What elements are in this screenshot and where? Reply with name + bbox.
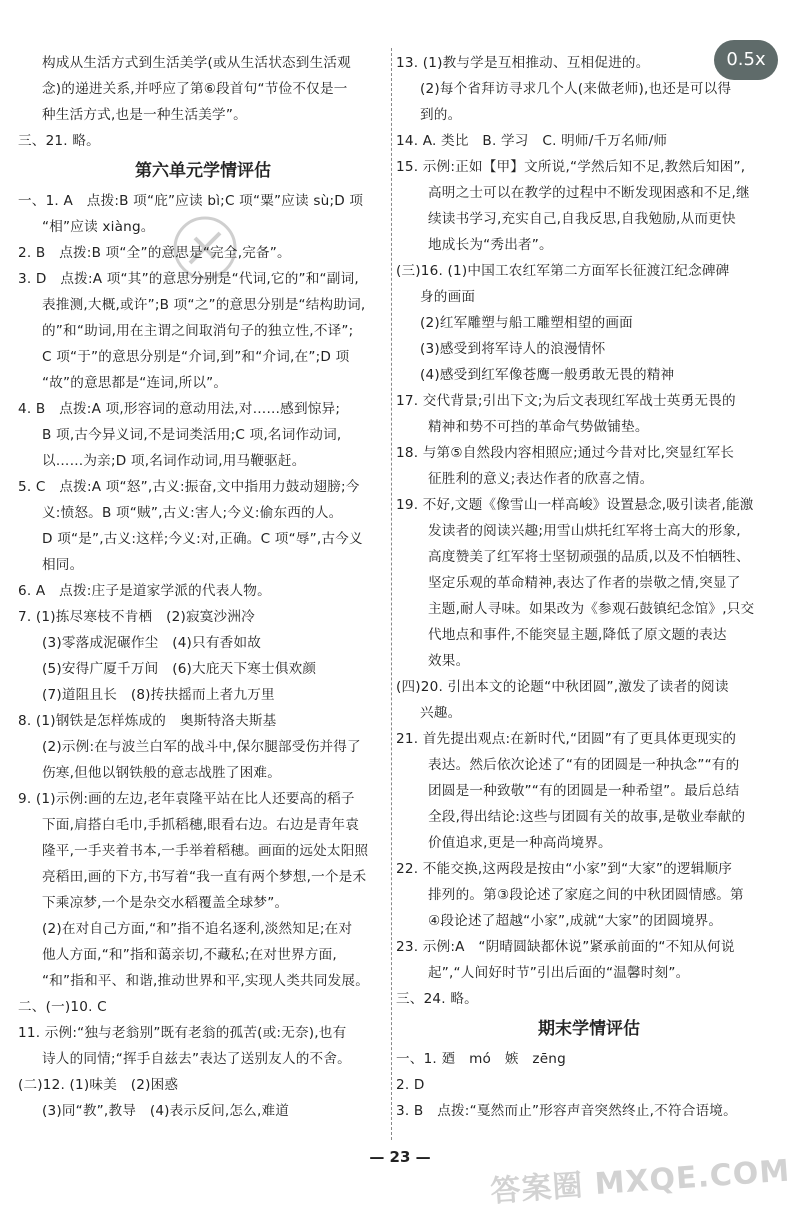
answer-line: C 项“于”的意思分别是“介词,到”和“介词,在”;D 项: [42, 349, 350, 365]
answer-line: 14. A. 类比 B. 学习 C. 明师/千万名师/师: [396, 133, 668, 149]
answer-line: 义:愤怒。B 项“贼”,古义:害人;今义:偷东西的人。: [42, 505, 343, 521]
answer-line: 21. 首先提出观点:在新时代,“团圆”有了更具体更现实的: [396, 731, 737, 747]
answer-line: 下面,肩搭白毛巾,手抓稻穗,眼看右边。右边是青年袁: [42, 817, 360, 833]
answer-line: 隆平,一手夹着书本,一手举着稻穗。画面的远处太阳照: [42, 843, 369, 859]
section-heading: 期末学情评估: [538, 1019, 640, 1039]
column-divider: [391, 48, 392, 1140]
answer-line: (四)20. 引出本文的论题“中秋团圆”,激发了读者的阅读: [396, 679, 729, 695]
answer-line: 高明之士可以在教学的过程中不断发现困惑和不足,继: [428, 185, 750, 201]
answer-line: “故”的意思都是“连词,所以”。: [42, 375, 228, 391]
answer-line: (3)感受到将军诗人的浪漫情怀: [420, 341, 606, 357]
answer-line: (2)红军雕塑与船工雕塑相望的画面: [420, 315, 633, 331]
watermark: 答案圈 MXQE.COM: [489, 1153, 792, 1210]
answer-line: D 项“是”,古义:这样;今义:对,正确。C 项“辱”,古今义: [42, 531, 363, 547]
answer-line: 到的。: [420, 107, 462, 123]
answer-line: 主题,耐人寻味。如果改为《参观石鼓镇纪念馆》,只交: [428, 601, 755, 617]
answer-line: 续读书学习,充实自己,自我反思,自我勉励,从而更快: [428, 211, 736, 227]
answer-line: 18. 与第⑤自然段内容相照应;通过今昔对比,突显红军长: [396, 445, 735, 461]
answer-line: 他人方面,“和”指和蔼亲切,不藏私;在对世界方面,: [42, 947, 337, 963]
answer-line: 8. (1)钢铁是怎样炼成的 奥斯特洛夫斯基: [18, 713, 277, 729]
answer-line: 3. D 点拨:A 项“其”的意思分别是“代词,它的”和“副词,: [18, 271, 359, 287]
answer-line: 二、(一)10. C: [18, 999, 107, 1015]
answer-line: 身的画面: [420, 289, 476, 305]
answer-line: (三)16. (1)中国工农红军第二方面军长征渡江纪念碑碑: [396, 263, 730, 279]
answer-line: 排列的。第③段论述了家庭之间的中秋团圆情感。第: [428, 887, 744, 903]
answer-line: 相同。: [42, 557, 84, 573]
right-column: [396, 50, 782, 1124]
answer-line: (2)示例:在与波兰白军的战斗中,保尔腿部受伤并得了: [42, 739, 361, 755]
answer-line: 起”,“人间好时节”引出后面的“温馨时刻”。: [428, 965, 690, 981]
answer-line: 15. 示例:正如【甲】文所说,“学然后知不足,教然后知困”,: [396, 159, 746, 175]
answer-line: (4)感受到红军像苍鹰一般勇敢无畏的精神: [420, 367, 675, 383]
answer-line: 三、21. 略。: [18, 133, 100, 149]
answer-line: 亮稻田,画的下方,书写着“我一直有两个梦想,一个是禾: [42, 869, 367, 885]
answer-line: 代地点和事件,不能突显主题,降低了原文题的表达: [428, 627, 727, 643]
answer-line: 2. B 点拨:B 项“全”的意思是“完全,完备”。: [18, 245, 291, 261]
answer-line: 效果。: [428, 653, 470, 669]
answer-line: (2)每个省拜访寻求几个人(来做老师),也还是可以得: [420, 81, 732, 97]
answer-line: 精神和势不可挡的革命气势做铺垫。: [428, 419, 649, 435]
answer-line: B 项,古今异义词,不是词类活用;C 项,名词作动词,: [42, 427, 342, 443]
answer-line: 诗人的同情;“挥手自兹去”表达了送别友人的不舍。: [42, 1051, 351, 1067]
answer-line: 19. 不好,文题《像雪山一样高峻》设置悬念,吸引读者,能激: [396, 497, 754, 513]
answer-line: 11. 示例:“独与老翁别”既有老翁的孤苦(或:无奈),也有: [18, 1025, 347, 1041]
answer-line: 表推测,大概,或许”;B 项“之”的意思分别是“结构助词,: [42, 297, 366, 313]
left-column: [18, 50, 388, 1124]
answer-line: 一、1. 廼 mó 嫉 zēng: [396, 1051, 566, 1067]
answer-line: (3)零落成泥碾作尘 (4)只有香如故: [42, 635, 262, 651]
answer-line: 伤寒,但他以钢铁般的意志战胜了困难。: [42, 765, 282, 781]
answer-line: “相”应读 xiàng。: [42, 219, 155, 235]
answer-line: (7)道阻且长 (8)抟扶摇而上者九万里: [42, 687, 275, 703]
answer-line: 7. (1)拣尽寒枝不肯栖 (2)寂寞沙洲冷: [18, 609, 255, 625]
answer-line: 4. B 点拨:A 项,形容词的意动用法,对……感到惊异;: [18, 401, 341, 417]
answer-line: 5. C 点拨:A 项“怒”,古义:振奋,文中指用力鼓动翅膀;今: [18, 479, 360, 495]
answer-line: 全段,得出结论:这些与团圆有关的故事,是敬业奉献的: [428, 809, 746, 825]
page-number: — 23 —: [369, 1148, 431, 1166]
answer-line: 17. 交代背景;引出下文;为后文表现红军战士英勇无畏的: [396, 393, 736, 409]
zoom-badge[interactable]: 0.5x: [714, 40, 778, 80]
answer-line: 2. D: [396, 1077, 425, 1093]
answer-line: 种生活方式,也是一种生活美学”。: [42, 107, 247, 123]
answer-line: “和”指和平、和谐,推动世界和平,实现人类共同发展。: [42, 973, 369, 989]
answer-line: 22. 不能交换,这两段是按由“小家”到“大家”的逻辑顺序: [396, 861, 733, 877]
answer-line: 的”和“助词,用在主谓之间取消句子的独立性,不译”;: [42, 323, 354, 339]
answer-line: 以……为亲;D 项,名词作动词,用马鞭驱赶。: [42, 453, 306, 469]
answer-line: 兴趣。: [420, 705, 462, 721]
answer-line: 6. A 点拨:庄子是道家学派的代表人物。: [18, 583, 271, 599]
answer-line: 念)的递进关系,并呼应了第⑥段首句“节俭不仅是一: [42, 81, 348, 97]
answer-line: 价值追求,更是一种高尚境界。: [428, 835, 612, 851]
answer-line: 13. (1)教与学是互相推动、互相促进的。: [396, 55, 650, 71]
answer-line: 地成长为“秀出者”。: [428, 237, 553, 253]
answer-line: (3)同“教”,教导 (4)表示反问,怎么,难道: [42, 1103, 290, 1119]
answer-line: 征胜利的意义;表达作者的欣喜之情。: [428, 471, 654, 487]
section-heading: 第六单元学情评估: [135, 161, 271, 181]
answer-line: 三、24. 略。: [396, 991, 478, 1007]
answer-line: (5)安得广厦千万间 (6)大庇天下寒士俱欢颜: [42, 661, 317, 677]
answer-line: 3. B 点拨:“戛然而止”形容声音突然终止,不符合语境。: [396, 1103, 737, 1119]
answer-line: 一、1. A 点拨:B 项“庇”应读 bì;C 项“粟”应读 sù;D 项: [18, 193, 364, 209]
answer-line: 9. (1)示例:画的左边,老年袁隆平站在比人还要高的稻子: [18, 791, 355, 807]
answer-line: 坚定乐观的革命精神,表达了作者的崇敬之情,突显了: [428, 575, 741, 591]
answer-line: 构成从生活方式到生活美学(或从生活状态到生活观: [42, 55, 351, 71]
answer-line: 团圆是一种致敬”“有的团圆是一种希望”。最后总结: [428, 783, 740, 799]
answer-line: (二)12. (1)味美 (2)困惑: [18, 1077, 179, 1093]
answer-line: (2)在对自己方面,“和”指不追名逐利,淡然知足;在对: [42, 921, 353, 937]
answer-line: 表达。然后依次论述了“有的团圆是一种执念”“有的: [428, 757, 740, 773]
answer-line: 下乘凉梦,一个是杂交水稻覆盖全球梦”。: [42, 895, 289, 911]
answer-line: 23. 示例:A “阴晴圆缺都休说”紧承前面的“不知从何说: [396, 939, 735, 955]
answer-line: 高度赞美了红军将士坚韧顽强的品质,以及不怕牺牲、: [428, 549, 750, 565]
answer-line: ④段论述了超越“小家”,成就“大家”的团圆境界。: [428, 913, 723, 929]
answer-line: 发读者的阅读兴趣;用雪山烘托红军将士高大的形象,: [428, 523, 741, 539]
